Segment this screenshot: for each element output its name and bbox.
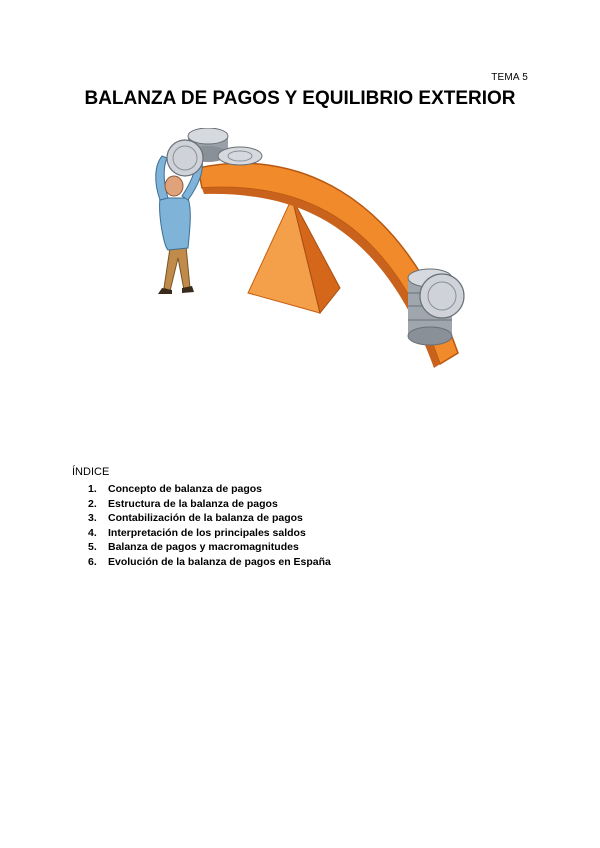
table-of-contents — [88, 482, 331, 569]
tema-label: TEMA 5 — [491, 72, 528, 83]
toc-item[interactable]: 4. Interpretación de los principales saldos — [88, 526, 306, 539]
toc-item[interactable]: 5. Balanza de pagos y macromagnitudes — [88, 541, 299, 553]
index-heading: ÍNDICE — [72, 466, 110, 478]
right-coin-stack — [408, 269, 464, 345]
man-figure — [156, 156, 203, 294]
seesaw-coins-illustration — [140, 128, 480, 378]
toc-item[interactable]: 3. Contabilización de la balanza de pagos — [88, 512, 303, 524]
toc-item[interactable]: 6. Evolución de la balanza de pagos en España — [88, 555, 331, 568]
toc-item[interactable]: 1. Concepto de balanza de pagos — [88, 483, 263, 495]
toc-item[interactable]: 2. Estructura de la balanza de pagos — [88, 497, 278, 510]
page-title: BALANZA DE PAGOS Y EQUILIBRIO EXTERIOR — [84, 88, 516, 109]
